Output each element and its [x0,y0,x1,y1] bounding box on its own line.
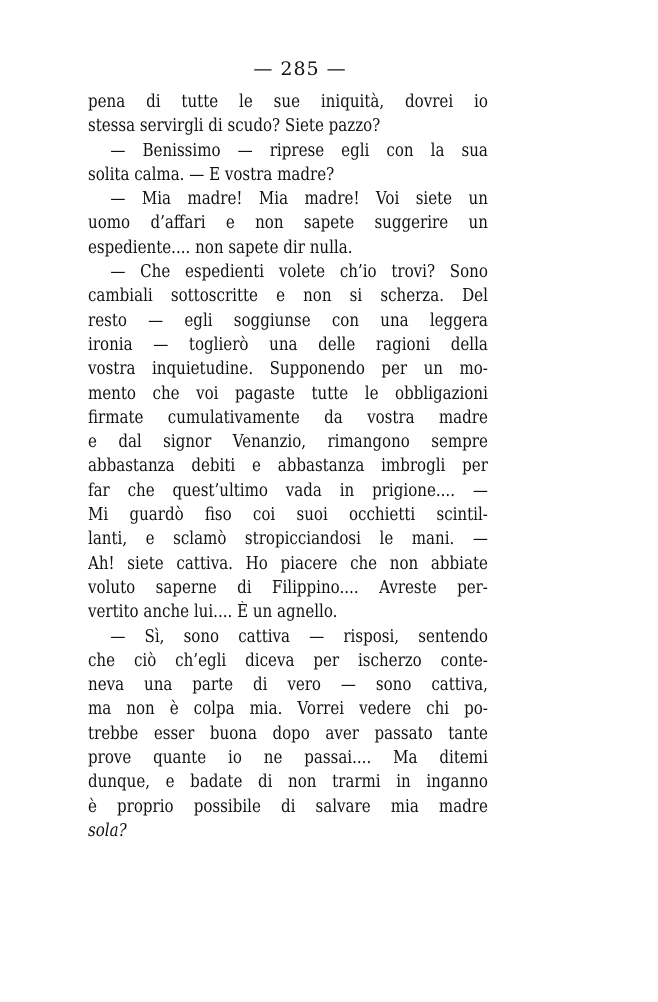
text-line: solita calma. — E vostra madre? [88,164,335,185]
text-line: uomo d’affari e non sapete suggerire un [88,213,488,234]
text-line: vertito anche lui.... È un agnello. [88,602,338,623]
body-text [88,90,488,843]
text-line: e dal signor Venanzio, rimangono sempre [88,432,488,453]
text-line: Ah! siete cattiva. Ho piacere che non abbiate [88,553,488,574]
text-line: ma non è colpa mia. Vorrei vedere chi po- [88,699,488,720]
text-line: voluto saperne di Filippino.... Avreste per- [88,577,488,598]
page-number: — 285 — [253,58,347,80]
text-line: — Benissimo — riprese egli con la sua [110,140,488,161]
text-line: espediente.... non sapete dir nulla. [88,237,353,258]
text-line: pena di tutte le sue iniquità, dovrei io [88,92,488,112]
text-line: far che quest’ultimo vada in prigione.... — [88,480,488,501]
text-line: firmate cumulativamente da vostra madre [88,407,488,428]
text-line: ironia — toglierò una delle ragioni della [88,334,488,355]
text-line: che ciò ch’egli diceva per ischerzo conte- [88,650,488,671]
text-line: resto — egli soggiunse con una leggera [88,310,488,331]
text-line: prove quante io ne passai.... Ma ditemi [88,748,488,769]
text-line: stessa servirgli di scudo? Siete pazzo? [88,116,381,137]
text-line: dunque, e badate di non trarmi in inganno [88,772,488,793]
text-line: Mi guardò fiso coi suoi occhietti scintil- [88,505,488,526]
text-line: vostra inquietudine. Supponendo per un mo- [88,359,488,380]
text-line: — Mia madre! Mia madre! Voi siete un [110,189,488,210]
text-line: — Sì, sono cattiva — risposi, sentendo [110,626,488,647]
text-line: mento che voi pagaste tutte le obbligazioni [88,383,488,404]
text-line: neva una parte di vero — sono cattiva, [88,675,488,696]
text-line: lanti, e sclamò stropicciandosi le mani. — [88,529,488,550]
text-line: è proprio possibile di salvare mia madre [88,796,488,817]
text-line: sola? [88,820,127,841]
text-line: cambiali sottoscritte e non si scherza. Del [88,286,488,307]
text-line: abbastanza debiti e abbastanza imbrogli per [88,456,488,477]
text-line: trebbe esser buona dopo aver passato tante [88,723,488,744]
text-line: — Che espedienti volete ch’io trovi? Sono [110,262,488,283]
